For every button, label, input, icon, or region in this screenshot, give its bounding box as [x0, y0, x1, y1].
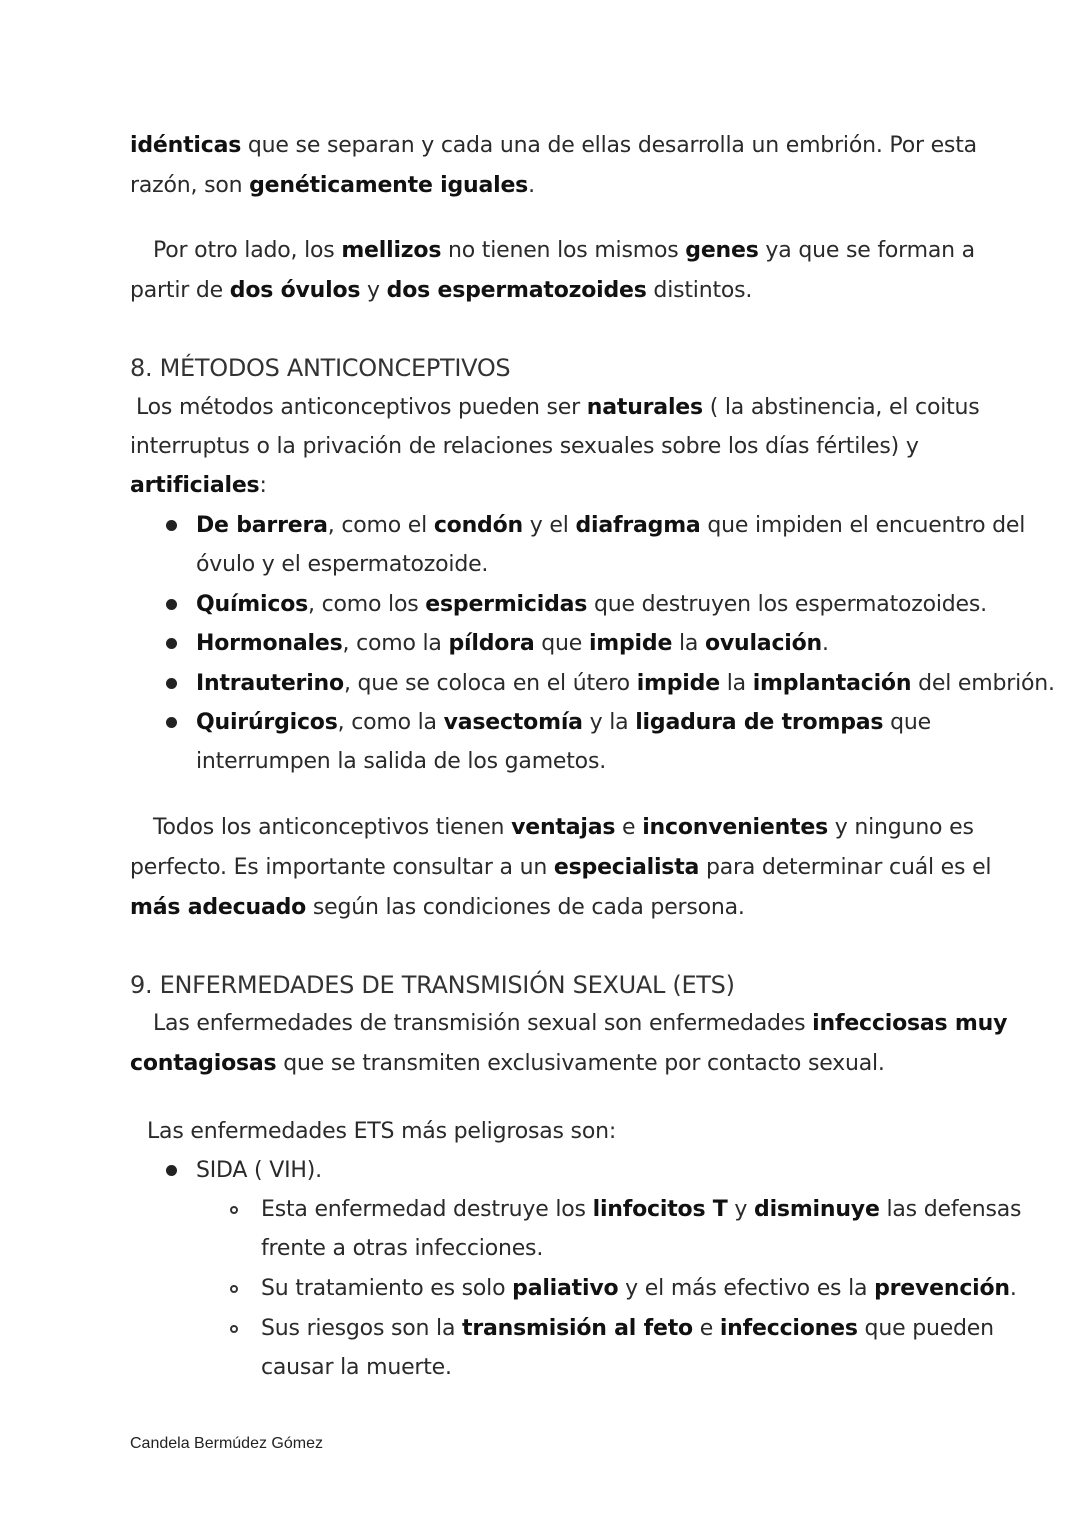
- circle-bullet-icon: [230, 1285, 238, 1293]
- text-line: Las enfermedades de transmisión sexual son enfermedades infecciosas muy: [153, 1011, 1008, 1036]
- text-line: Los métodos anticonceptivos pueden ser naturales ( la abstinencia, el coitus: [136, 395, 980, 420]
- text-line: razón, son genéticamente iguales.: [130, 173, 535, 198]
- list-item: Hormonales, como la píldora que impide la ovulación.: [196, 631, 829, 656]
- sub-list-item: Sus riesgos son la transmisión al feto e infecciones que pueden: [261, 1316, 994, 1341]
- text-line: Por otro lado, los mellizos no tienen los mismos genes ya que se forman a: [153, 238, 975, 263]
- section-heading: 8. MÉTODOS ANTICONCEPTIVOS: [130, 354, 511, 382]
- text-line: partir de dos óvulos y dos espermatozoides distintos.: [130, 278, 753, 303]
- list-item-continued: óvulo y el espermatozoide.: [196, 552, 489, 577]
- text-line: más adecuado según las condiciones de cada persona.: [130, 895, 745, 920]
- bullet-icon: [166, 638, 177, 649]
- list-item-continued: interrumpen la salida de los gametos.: [196, 749, 606, 774]
- sub-list-item: Esta enfermedad destruye los linfocitos T y disminuye las defensas: [261, 1197, 1022, 1222]
- section-heading: 9. ENFERMEDADES DE TRANSMISIÓN SEXUAL (ETS): [130, 971, 735, 999]
- text-line: Todos los anticonceptivos tienen ventajas e inconvenientes y ninguno es: [153, 815, 974, 840]
- circle-bullet-icon: [230, 1206, 238, 1214]
- text-line: idénticas que se separan y cada una de ellas desarrolla un embrión. Por esta: [130, 133, 977, 158]
- page-footer-author: Candela Bermúdez Gómez: [130, 1435, 323, 1452]
- circle-bullet-icon: [230, 1325, 238, 1333]
- bullet-icon: [166, 717, 177, 728]
- text-line: artificiales:: [130, 473, 267, 498]
- bullet-icon: [166, 1165, 177, 1176]
- text-line: interruptus o la privación de relaciones sexuales sobre los días fértiles) y: [130, 434, 919, 459]
- text-line: Las enfermedades ETS más peligrosas son:: [147, 1119, 617, 1144]
- sub-list-item-continued: causar la muerte.: [261, 1355, 452, 1380]
- list-item: Intrauterino, que se coloca en el útero impide la implantación del embrión.: [196, 671, 1055, 696]
- bullet-icon: [166, 599, 177, 610]
- sub-list-item: Su tratamiento es solo paliativo y el más efectivo es la prevención.: [261, 1276, 1017, 1301]
- text-line: contagiosas que se transmiten exclusivamente por contacto sexual.: [130, 1051, 885, 1076]
- list-item: SIDA ( VIH).: [196, 1158, 322, 1183]
- bullet-icon: [166, 678, 177, 689]
- list-item: Químicos, como los espermicidas que destruyen los espermatozoides.: [196, 592, 987, 617]
- sub-list-item-continued: frente a otras infecciones.: [261, 1236, 544, 1261]
- bullet-icon: [166, 520, 177, 531]
- text-line: perfecto. Es importante consultar a un especialista para determinar cuál es el: [130, 855, 992, 880]
- list-item: Quirúrgicos, como la vasectomía y la ligadura de trompas que: [196, 710, 931, 735]
- list-item: De barrera, como el condón y el diafragma que impiden el encuentro del: [196, 513, 1026, 538]
